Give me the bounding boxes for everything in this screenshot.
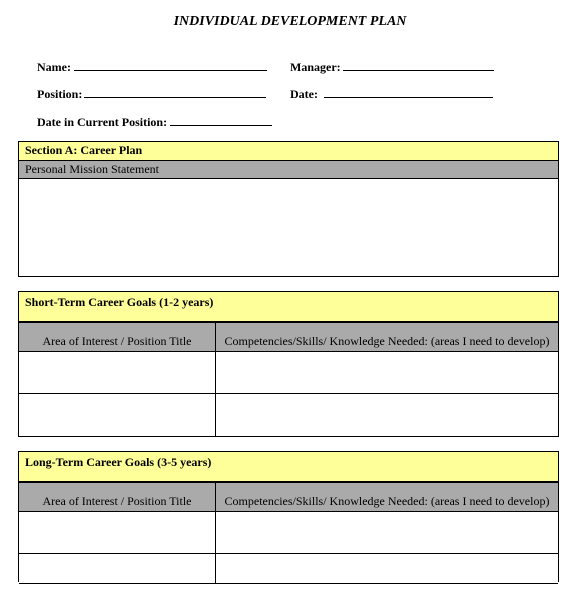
short-term-area-cell[interactable] (19, 352, 216, 394)
short-term-skills-cell[interactable] (216, 352, 559, 394)
long-term-table (19, 482, 558, 584)
long-term-area-cell[interactable] (19, 512, 216, 554)
mission-statement-area[interactable] (19, 179, 558, 275)
short-term-header: Short-Term Career Goals (1-2 years) (19, 292, 558, 322)
short-term-col-skills: Competencies/Skills/ Knowledge Needed: (areas I need to develop) (216, 323, 559, 352)
short-term-box (18, 291, 559, 437)
name-label: Name: (37, 60, 71, 74)
short-term-skills-cell[interactable] (216, 394, 559, 437)
long-term-header: Long-Term Career Goals (3-5 years) (19, 452, 558, 482)
short-term-area-cell[interactable] (19, 394, 216, 437)
manager-label: Manager: (290, 60, 341, 74)
date-in-position-label: Date in Current Position: (37, 115, 168, 129)
manager-field[interactable] (343, 70, 494, 71)
section-a-box (18, 141, 559, 277)
section-a-header: Section A: Career Plan (19, 142, 558, 161)
date-in-position-field[interactable] (170, 125, 272, 126)
short-term-table (19, 322, 558, 437)
document-title: INDIVIDUAL DEVELOPMENT PLAN (173, 14, 407, 29)
name-field[interactable] (74, 70, 267, 71)
long-term-col-skills: Competencies/Skills/ Knowledge Needed: (areas I need to develop) (216, 483, 559, 512)
position-label: Position: (37, 87, 83, 101)
long-term-col-area: Area of Interest / Position Title (19, 483, 216, 512)
long-term-skills-cell[interactable] (216, 554, 559, 584)
long-term-box (18, 451, 559, 582)
short-term-col-area: Area of Interest / Position Title (19, 323, 216, 352)
long-term-area-cell[interactable] (19, 554, 216, 584)
date-label: Date: (290, 87, 318, 101)
position-field[interactable] (84, 97, 266, 98)
mission-statement-label: Personal Mission Statement (19, 161, 558, 179)
long-term-skills-cell[interactable] (216, 512, 559, 554)
date-field[interactable] (324, 97, 493, 98)
